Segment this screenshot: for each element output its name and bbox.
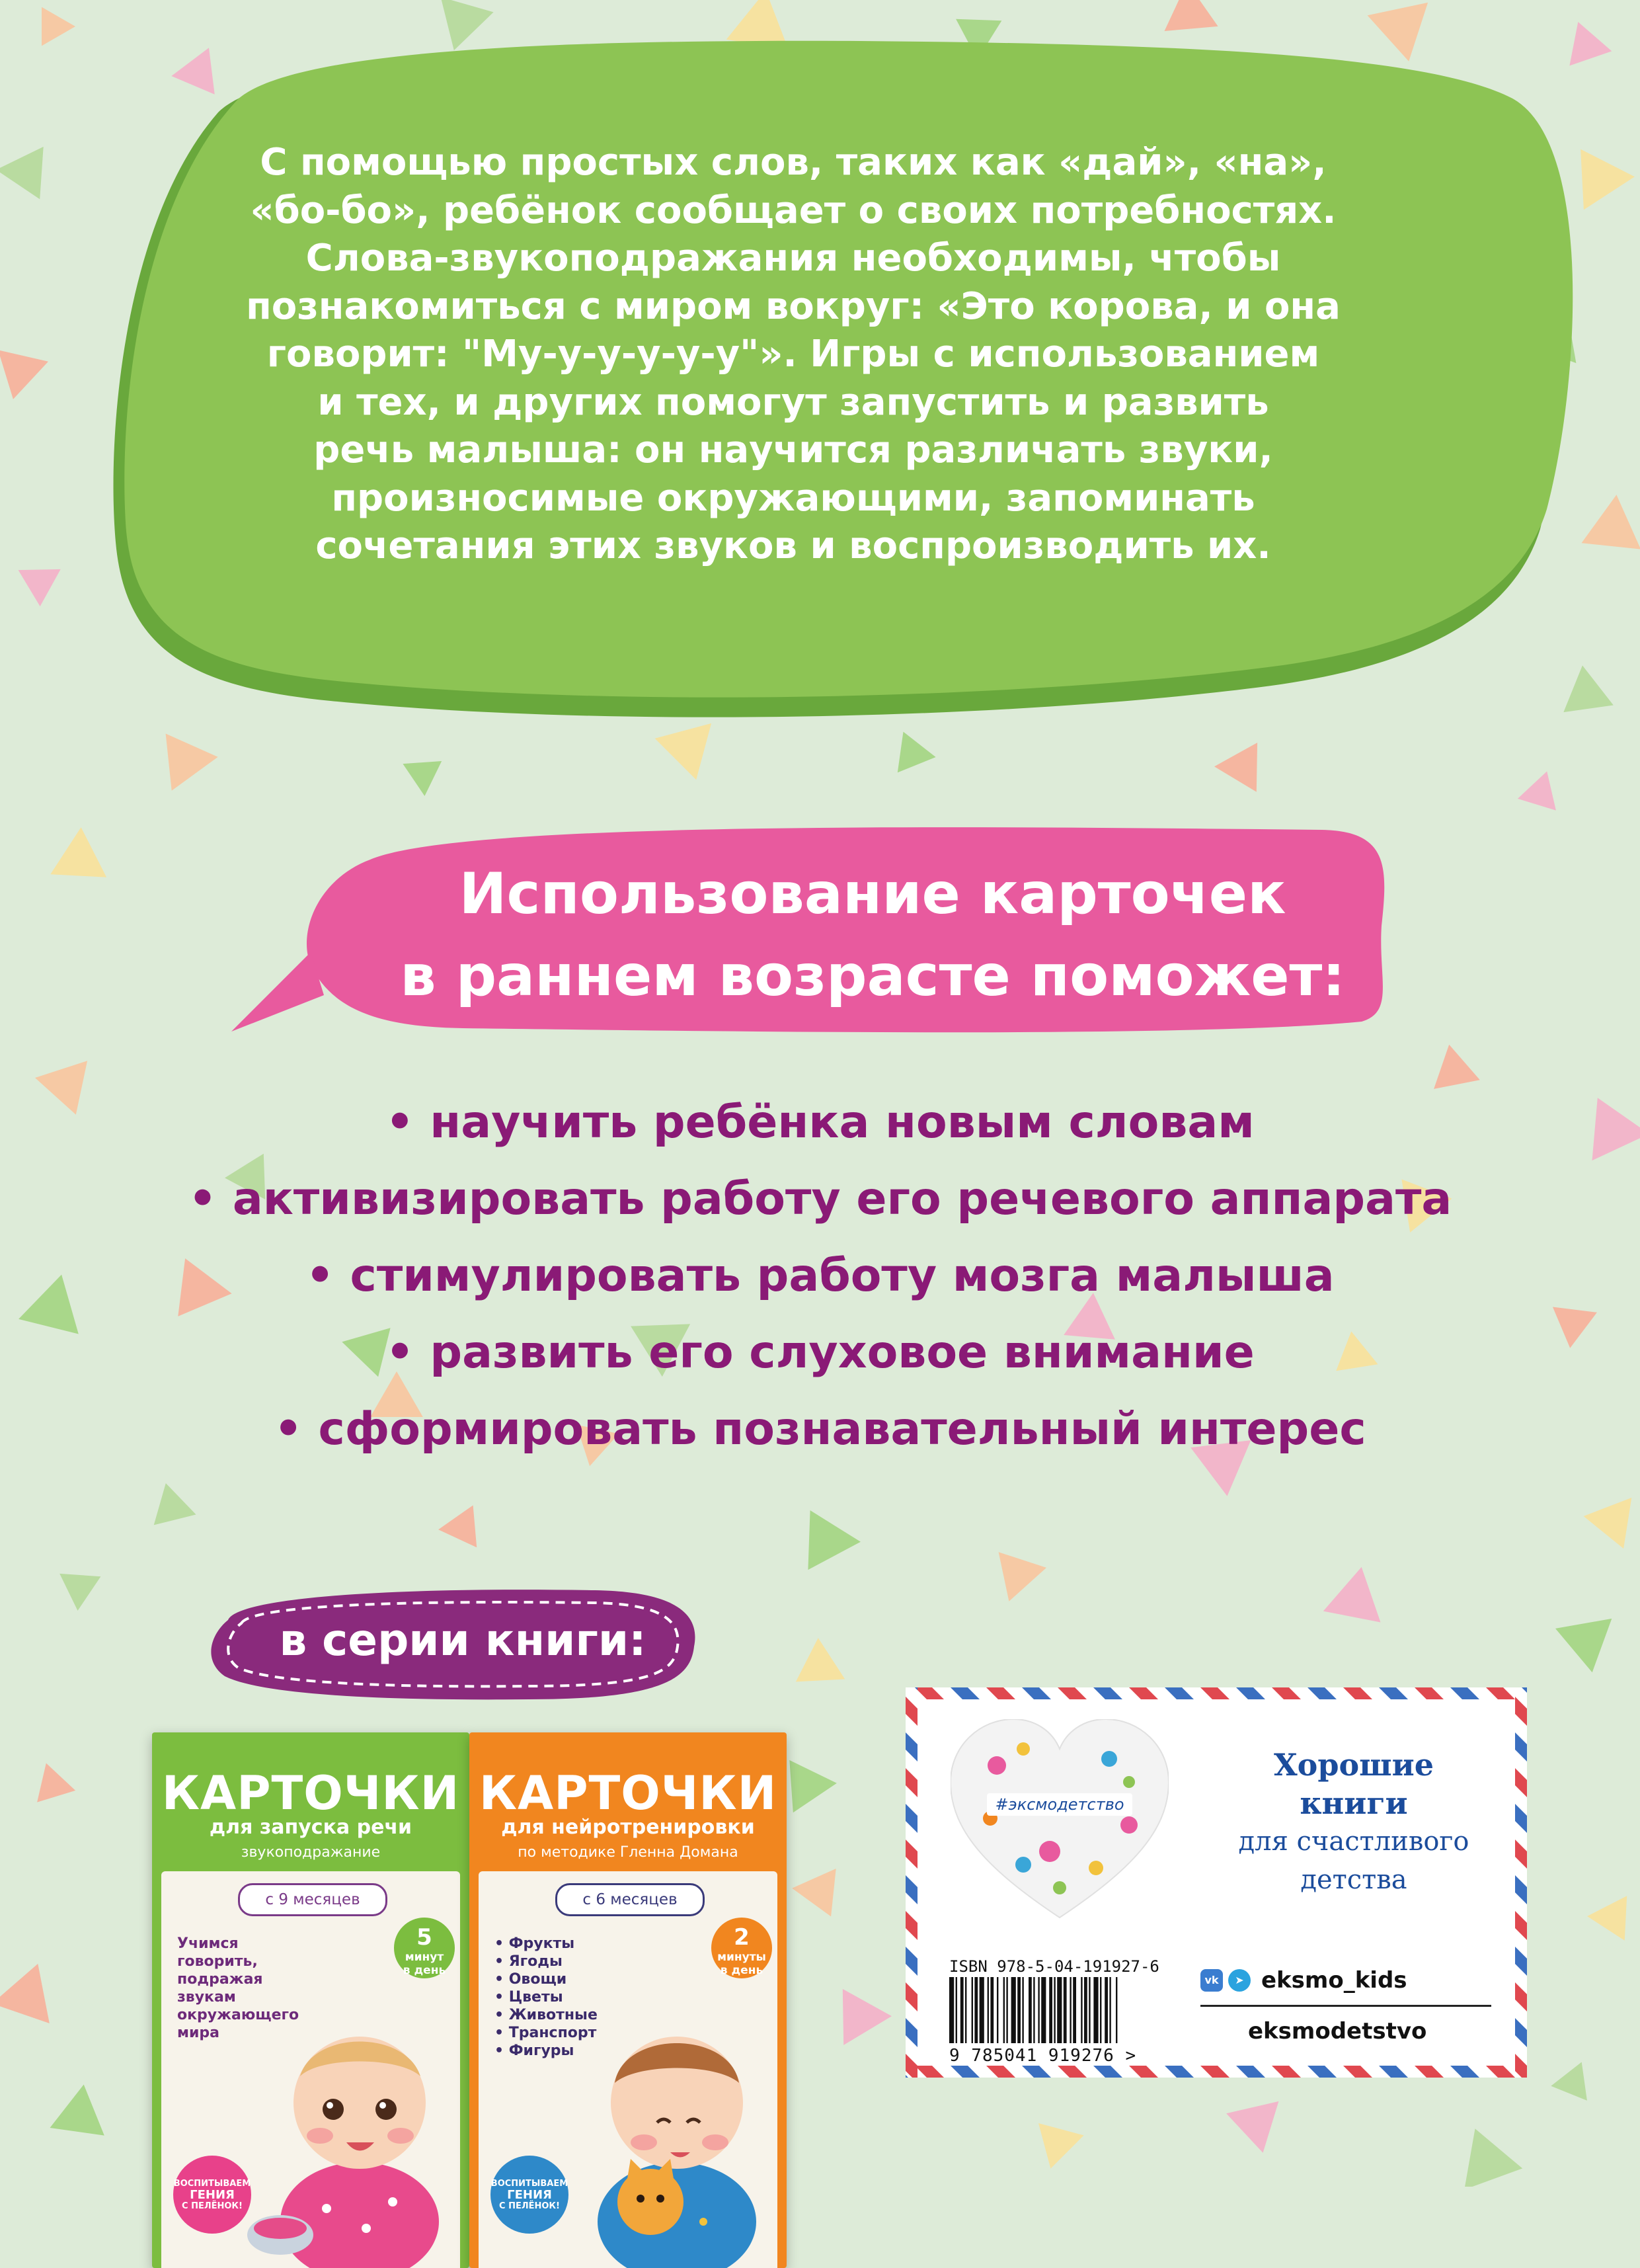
barcode-bar	[1105, 1977, 1108, 2043]
barcode-bar	[1033, 1977, 1035, 2043]
barcode-bar	[990, 1977, 994, 2043]
book-subtitle: для запуска речи	[152, 1816, 469, 1839]
minutes-text: минут	[405, 1951, 444, 1964]
blurb-line: мира	[177, 2024, 323, 2042]
stamp-line: ВОСПИТЫВАЕМ	[173, 2178, 251, 2189]
postcard	[906, 1687, 1527, 2078]
barcode-bar	[1070, 1977, 1071, 2043]
genius-stamp	[173, 2156, 251, 2234]
slogan-line: книги	[1202, 1784, 1506, 1822]
barcode-bar	[1064, 1977, 1067, 2043]
book-cover-panel	[161, 1871, 460, 2268]
social-handle[interactable]: eksmo_kids	[1261, 1967, 1407, 1994]
blurb-line: • Фигуры	[494, 2042, 640, 2060]
barcode-bar	[972, 1977, 973, 2043]
barcode-bar	[960, 1977, 964, 2043]
barcode-bar	[949, 1977, 954, 2043]
vk-icon[interactable]: vk	[1200, 1969, 1223, 1992]
intro-line: говорит: "Му-у-у-у-у-у"». Игры с использованием	[198, 331, 1388, 379]
book-subtitle-2: по методике Гленна Домана	[469, 1843, 787, 1862]
barcode-bar	[1084, 1977, 1087, 2043]
intro-line: Слова-звукоподражания необходимы, чтобы	[198, 235, 1388, 283]
blurb-line: • Транспорт	[494, 2024, 640, 2042]
barcode-bar	[1054, 1977, 1055, 2043]
barcode-bar	[965, 1977, 966, 2043]
book-subtitle: для нейротренировки	[469, 1816, 787, 1839]
minutes-text: минуты	[717, 1951, 766, 1964]
intro-line: познакомиться с миром вокруг: «Это корова, и она	[198, 283, 1388, 331]
barcode-bar	[1003, 1977, 1005, 2043]
heading-line: Использование карточек	[331, 853, 1415, 935]
benefit-item: • сформировать познавательный интерес	[0, 1391, 1640, 1468]
barcode-bar	[997, 1977, 998, 2043]
barcode-bar	[1017, 1977, 1021, 2043]
intro-line: сочетания этих звуков и воспроизводить их.	[198, 522, 1388, 571]
stamp-line: ВОСПИТЫВАЕМ	[490, 2178, 568, 2189]
blurb-line: звукам	[177, 1988, 323, 2006]
benefit-item: • стимулировать работу мозга малыша	[0, 1238, 1640, 1315]
barcode-bar	[988, 1977, 989, 2043]
barcode-bar	[980, 1977, 984, 2043]
minutes-number: 2	[711, 1924, 772, 1951]
isbn-text: ISBN 978-5-04-191927-6	[949, 1957, 1159, 1976]
barcode-bar	[1057, 1977, 1062, 2043]
barcode-bar	[1011, 1977, 1016, 2043]
minutes-text: в день	[721, 1964, 763, 1977]
stamp-line: С ПЕЛЁНОК!	[173, 2201, 251, 2212]
stamp-line: С ПЕЛЁНОК!	[490, 2201, 568, 2212]
barcode-bar	[956, 1977, 957, 2043]
blurb-line: • Ягоды	[494, 1953, 640, 1970]
slogan-line: для счастливого	[1202, 1822, 1506, 1861]
intro-line: С помощью простых слов, таких как «дай», «на»,	[198, 139, 1388, 187]
baby-illustration	[565, 2004, 776, 2268]
book-cover-panel	[479, 1871, 777, 2268]
divider	[1200, 2005, 1491, 2007]
barcode-bar	[1100, 1977, 1101, 2043]
minutes-number: 5	[394, 1924, 455, 1951]
book-cover-neuro[interactable]	[469, 1732, 787, 2268]
blurb-line: • Овощи	[494, 1970, 640, 1988]
barcode-digits: 9 785041 919276 >	[949, 2046, 1136, 2066]
barcode-bar	[1109, 1977, 1111, 2043]
barcode-bar	[974, 1977, 978, 2043]
book-age-badge: с 9 месяцев	[238, 1883, 387, 1916]
barcode-bar	[1116, 1977, 1117, 2043]
intro-line: речь малыша: он научится различать звуки,	[198, 426, 1388, 475]
intro-line: и тех, и других помогут запустить и развить	[198, 379, 1388, 427]
genius-stamp	[490, 2156, 568, 2234]
book-title: КАРТОЧКИ	[469, 1769, 787, 1818]
postcard-slogan	[1202, 1746, 1506, 1899]
intro-line: «бо-бо», ребёнок сообщает о своих потребностях.	[198, 187, 1388, 235]
heart-logo	[951, 1719, 1169, 1924]
barcode-bar	[1089, 1977, 1090, 2043]
minutes-text: в день	[403, 1964, 446, 1977]
book-subtitle-2: звукоподражание	[152, 1843, 469, 1862]
book-age-badge: с 6 месяцев	[555, 1883, 705, 1916]
benefit-item: • активизировать работу его речевого аппарата	[0, 1161, 1640, 1238]
blurb-line: • Цветы	[494, 1988, 640, 2006]
heading-line: в раннем возрасте поможет:	[331, 935, 1415, 1017]
barcode-bar	[1093, 1977, 1098, 2043]
series-label: в серии книги:	[245, 1611, 681, 1670]
blurb-line: • Фрукты	[494, 1935, 640, 1953]
telegram-icon[interactable]: ➤	[1228, 1969, 1251, 1992]
hashtag-text: #эксмодетство	[995, 1795, 1124, 1814]
benefit-item: • научить ребёнка новым словам	[0, 1084, 1640, 1161]
book-cover-speech[interactable]	[152, 1732, 469, 2268]
book-title: КАРТОЧКИ	[152, 1769, 469, 1818]
benefit-item: • развить его слуховое внимание	[0, 1315, 1640, 1391]
blurb-line: Учимся	[177, 1935, 323, 1953]
barcode-bar	[1081, 1977, 1082, 2043]
slogan-line: Хорошие	[1202, 1746, 1506, 1784]
postcard-body	[918, 1699, 1515, 2066]
stamp-line: ГЕНИЯ	[490, 2189, 568, 2201]
barcode-bar	[1073, 1977, 1076, 2043]
slogan-line: детства	[1202, 1861, 1506, 1899]
barcode-bar	[1006, 1977, 1007, 2043]
stamp-line: ГЕНИЯ	[173, 2189, 251, 2201]
social-row	[1200, 1967, 1407, 1994]
blurb-line: говорить,	[177, 1953, 323, 1970]
barcode-bar	[1029, 1977, 1032, 2043]
barcode	[949, 1977, 1167, 2043]
book-minutes-badge	[394, 1918, 455, 1978]
barcode-bar	[1049, 1977, 1052, 2043]
baby-illustration	[247, 2004, 459, 2268]
blurb-line: • Животные	[494, 2006, 640, 2024]
book-minutes-badge	[711, 1918, 772, 1978]
intro-line: произносимые окружающими, запоминать	[198, 475, 1388, 523]
barcode-bar	[1038, 1977, 1039, 2043]
barcode-bar	[1041, 1977, 1046, 2043]
social-handle-2[interactable]: eksmodetstvo	[1248, 2018, 1426, 2045]
barcode-bar	[1022, 1977, 1023, 2043]
blurb-line: подражая	[177, 1970, 323, 1988]
blurb-line: окружающего	[177, 2006, 323, 2024]
